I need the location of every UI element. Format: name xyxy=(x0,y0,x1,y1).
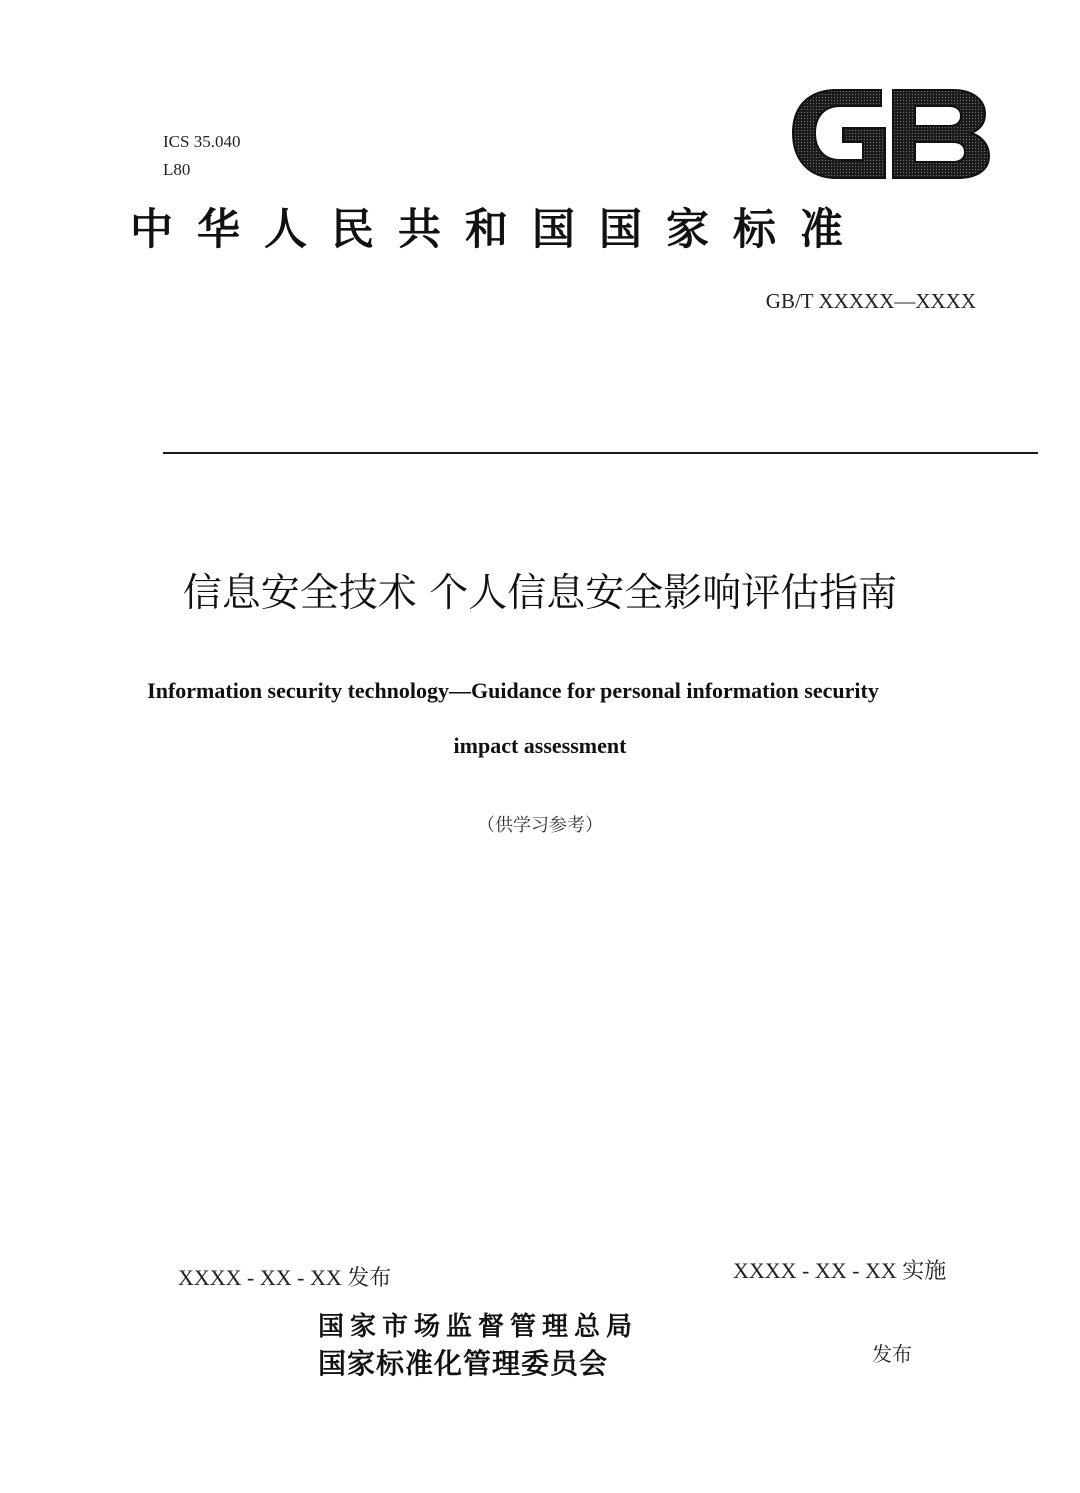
publish-label: 发布 xyxy=(872,1342,912,1366)
issuing-agency-standardization: 国家标准化管理委员会 xyxy=(318,1347,609,1380)
standard-number: GB/T XXXXX—XXXX xyxy=(765,289,976,313)
english-title-line1: Information security technology—Guidance for personal information security xyxy=(147,678,879,703)
classification-code: L80 xyxy=(163,160,191,179)
study-reference-note: （供学习参考） xyxy=(477,815,603,836)
header-divider xyxy=(163,452,1038,454)
gb-logo-b xyxy=(893,90,989,178)
issuing-agency-market-regulation: 国家市场监督管理总局 xyxy=(318,1312,639,1342)
gb-logo-g xyxy=(793,90,885,178)
effective-date: XXXX - XX - XX 实施 xyxy=(733,1258,947,1283)
national-standard-title: 中华人民共和国国家标准 xyxy=(130,205,867,255)
english-title-line2: impact assessment xyxy=(453,733,627,758)
gb-logo xyxy=(785,78,995,188)
ics-code: ICS 35.040 xyxy=(163,132,241,151)
chinese-title: 信息安全技术 个人信息安全影响评估指南 xyxy=(182,571,898,616)
publish-date: XXXX - XX - XX 发布 xyxy=(178,1265,392,1290)
